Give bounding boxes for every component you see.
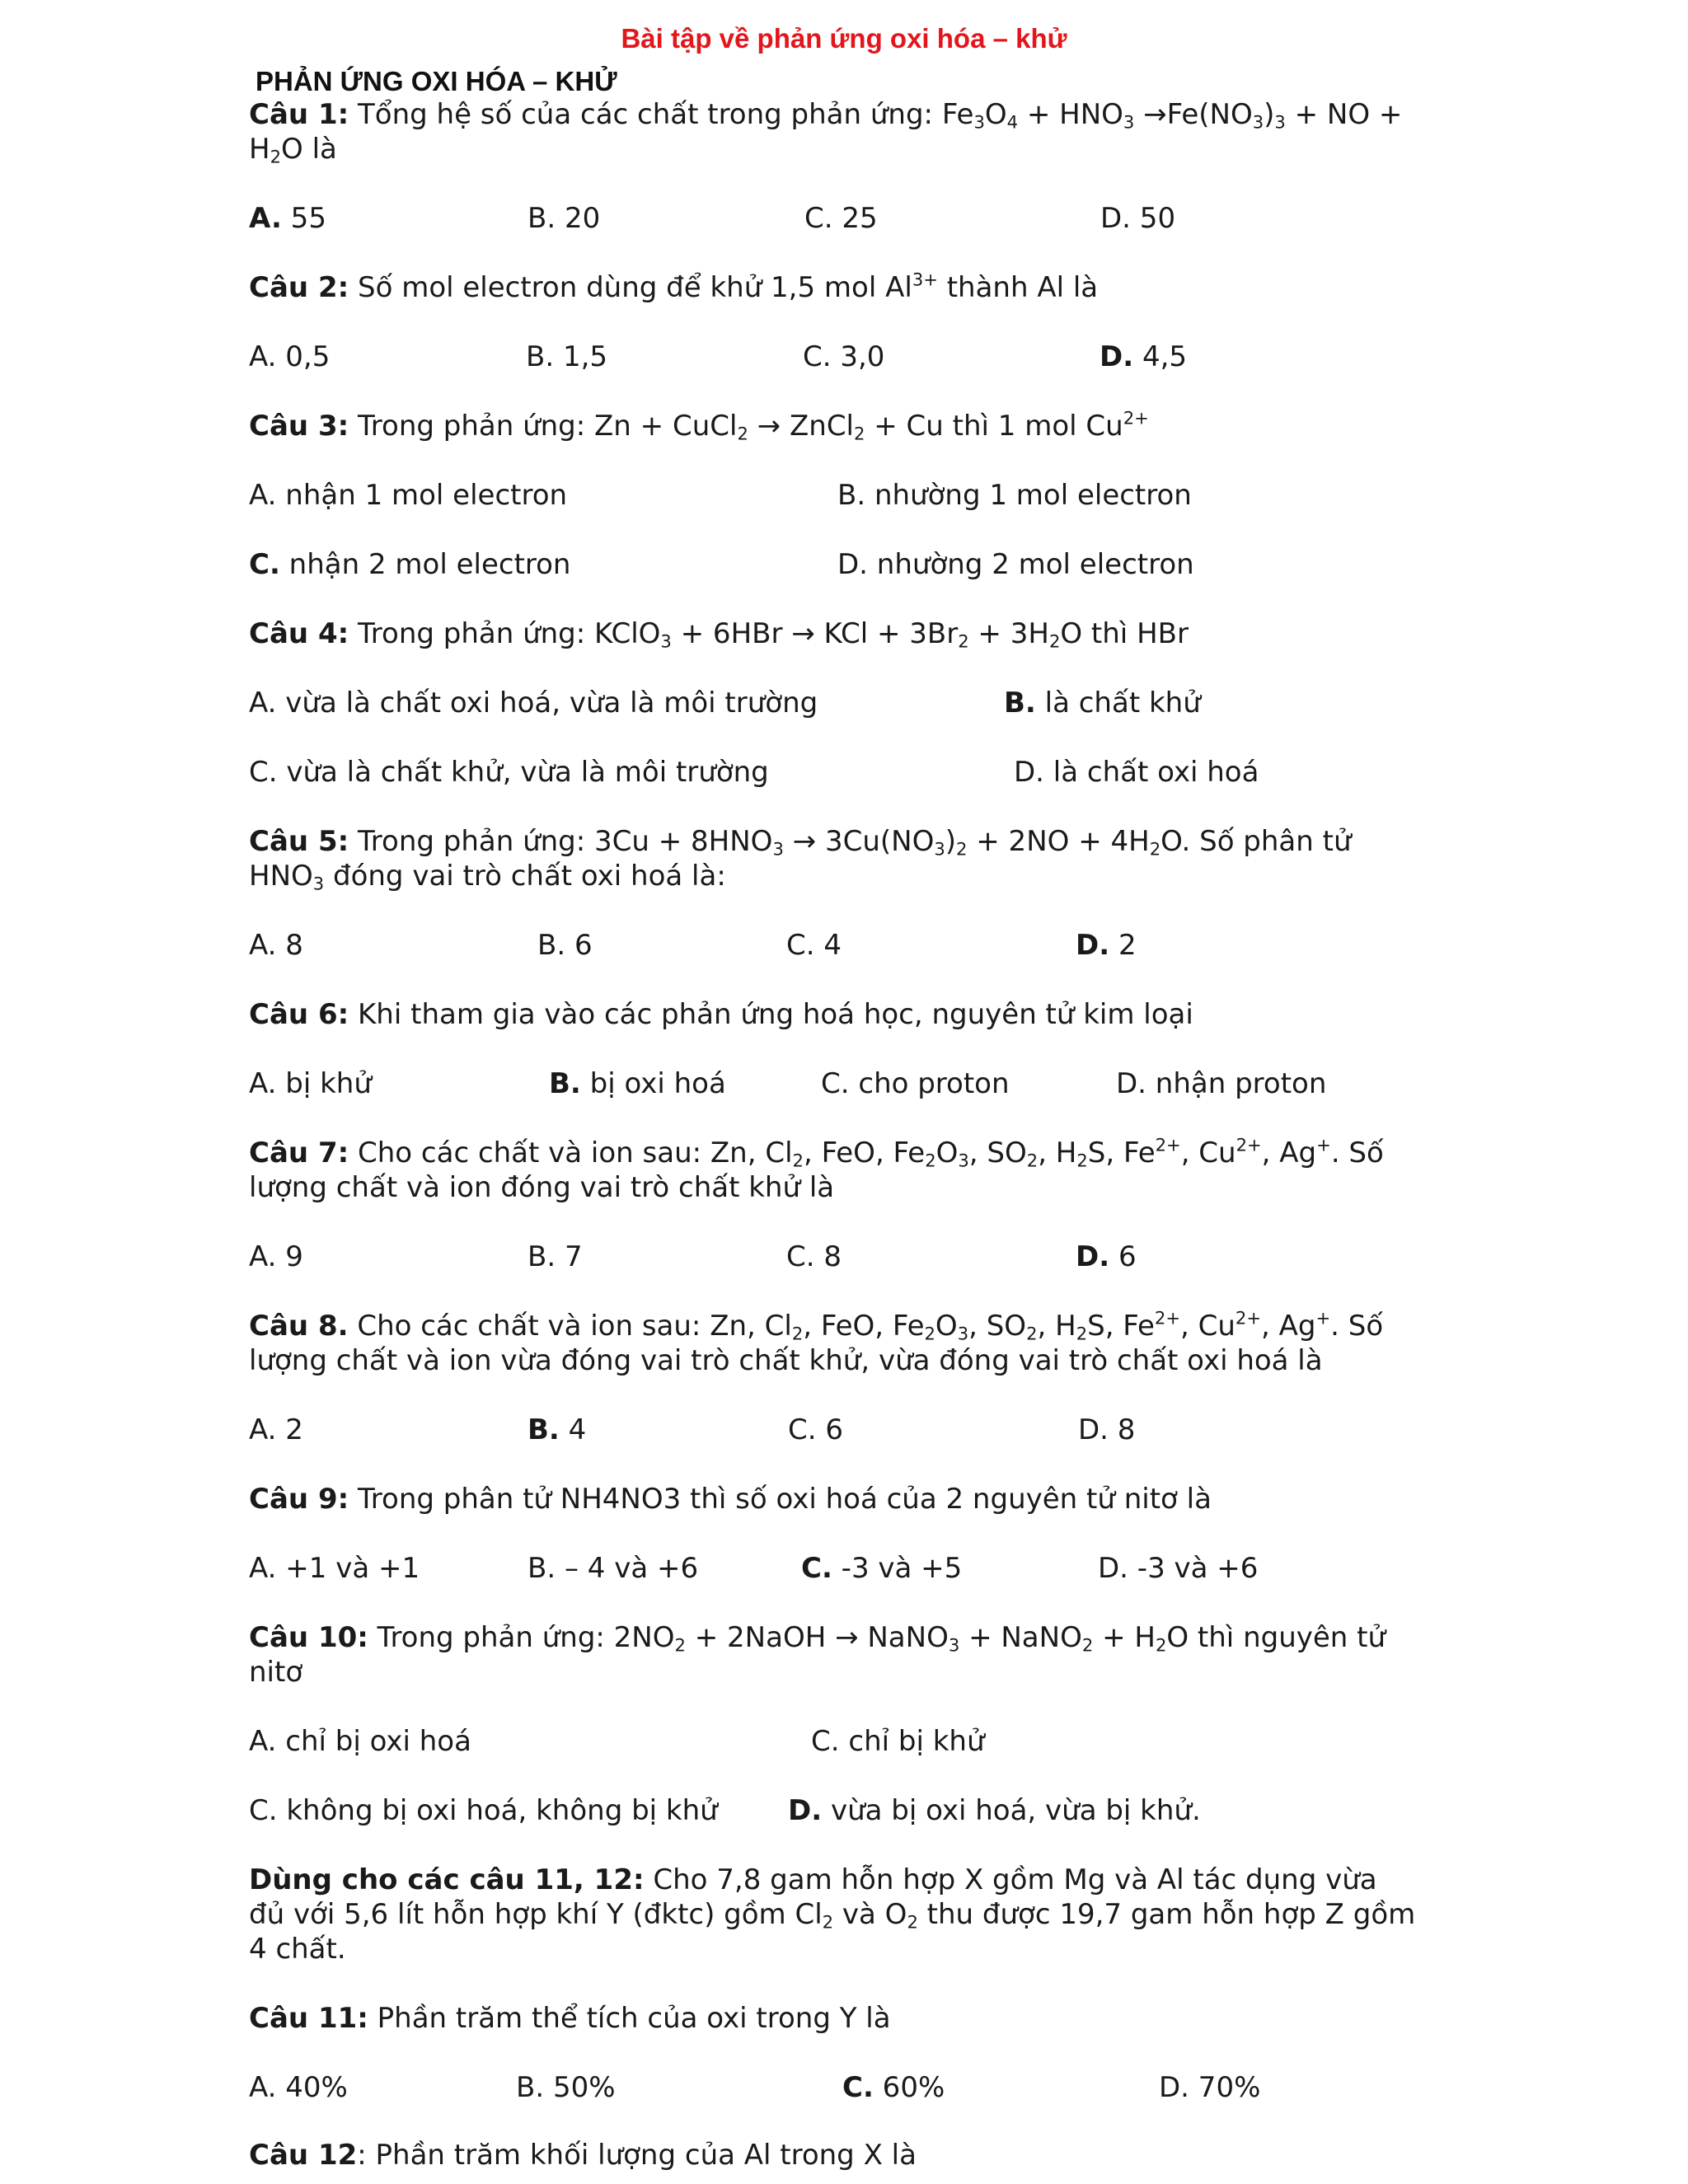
option-b: B. là chất khử <box>1004 687 1201 719</box>
option-d: D. nhận proton <box>1116 1067 1327 1100</box>
option-d: D. nhường 2 mol electron <box>837 548 1194 581</box>
option-d: D. 8 <box>1078 1413 1136 1446</box>
option-d: D. 50 <box>1100 202 1176 235</box>
shared-context <box>249 1863 1419 1966</box>
question-label: Câu 10: <box>249 1621 368 1654</box>
question-label: Câu 2: <box>249 271 349 304</box>
question-label: Câu 8. <box>249 1310 349 1343</box>
question-text: Trong phản ứng: $3Cu + 8HNO_3 \to 3Cu(NO_3)_2 + 2NO + 4H_2O$. Số phân tử $HNO_3$ đóng vai trò chất oxi hoá là: <box>249 825 1352 894</box>
option-b: B. 20 <box>528 202 601 235</box>
question-label: Câu 9: <box>249 1483 349 1516</box>
option-d: D. 70% <box>1159 2071 1261 2104</box>
option-d: D. 4,5 <box>1100 340 1188 373</box>
question-label: Câu 3: <box>249 410 349 443</box>
option-d: D. -3 và +6 <box>1098 1552 1259 1585</box>
question-3 <box>249 409 1419 443</box>
page-title: Bài tập về phản ứng oxi hóa – khử <box>621 23 1067 54</box>
option-c: C. 8 <box>786 1240 842 1273</box>
context-text: Cho 7,8 gam hỗn hợp X gồm Mg và Al tác dụng vừa đủ với 5,6 lít hỗn hợp khí Y (đktc) gồm $Cl_2$ và $O_2$ thu được 19,7 gam hỗn hợp Z gồm 4 chất. <box>249 1863 1416 1966</box>
question-12 <box>249 2138 1419 2172</box>
option-c: C. nhận 2 mol electron <box>249 548 571 581</box>
question-8 <box>249 1309 1419 1378</box>
option-c: C. 6 <box>788 1413 844 1446</box>
question-text: Tổng hệ số của các chất trong phản ứng: $Fe_3O_4 + HNO_3 \to Fe(NO_3)_3$ + NO + $H_2O$ là <box>249 98 1403 167</box>
option-a: A. chỉ bị oxi hoá <box>249 1725 471 1758</box>
option-c: C. 25 <box>804 202 878 235</box>
question-5 <box>249 824 1419 893</box>
question-7 <box>249 1136 1419 1205</box>
question-10 <box>249 1620 1419 1690</box>
option-d: D. 6 <box>1076 1240 1137 1273</box>
option-b: B. nhường 1 mol electron <box>837 479 1192 512</box>
question-label: Câu 12 <box>249 2139 358 2172</box>
option-a: A. bị khử <box>249 1067 372 1100</box>
option-b: B. – 4 và +6 <box>528 1552 699 1585</box>
option-c-2: C. không bị oxi hoá, không bị khử <box>249 1794 718 1827</box>
option-a: A. 0,5 <box>249 340 331 373</box>
question-label: Câu 6: <box>249 998 349 1031</box>
question-text: Trong phản ứng: KClO$_3$ + 6HBr → KCl + $3Br_2 + 3H_2O$ thì HBr <box>349 617 1189 652</box>
option-c: C. vừa là chất khử, vừa là môi trường <box>249 756 769 789</box>
option-d: D. là chất oxi hoá <box>1014 756 1259 789</box>
question-text: Phần trăm thể tích của oxi trong Y là <box>368 2002 891 2035</box>
option-a: A. 8 <box>249 929 303 962</box>
question-label: Câu 1: <box>249 98 349 131</box>
option-a: A. +1 và +1 <box>249 1552 420 1585</box>
question-text: Khi tham gia vào các phản ứng hoá học, nguyên tử kim loại <box>349 998 1193 1031</box>
option-a: A. 9 <box>249 1240 303 1273</box>
option-c: C. -3 và +5 <box>801 1552 963 1585</box>
question-6 <box>249 997 1419 1032</box>
option-a: A. 40% <box>249 2071 348 2104</box>
option-a: A. nhận 1 mol electron <box>249 479 568 512</box>
option-b: B. 50% <box>516 2071 616 2104</box>
question-label: Câu 7: <box>249 1137 349 1169</box>
question-9 <box>249 1482 1419 1516</box>
option-b: B. 1,5 <box>526 340 608 373</box>
option-c: C. 3,0 <box>803 340 885 373</box>
question-text: Trong phản ứng: Zn + CuCl$_2$ → ZnCl$_2$ + Cu thì 1 mol $Cu^{2+}$ <box>349 407 1149 444</box>
option-b: B. bị oxi hoá <box>549 1067 726 1100</box>
question-2 <box>249 270 1419 305</box>
option-a: A. 2 <box>249 1413 303 1446</box>
question-1 <box>249 97 1419 166</box>
question-4 <box>249 616 1419 651</box>
option-d: D. vừa bị oxi hoá, vừa bị khử. <box>788 1794 1201 1827</box>
option-b: B. 7 <box>528 1240 583 1273</box>
question-text: Số mol electron dùng để khử 1,5 mol $Al^{3+}$ thành Al là <box>349 269 1099 304</box>
question-label: Câu 5: <box>249 825 349 858</box>
question-text: : Phần trăm khối lượng của Al trong X là <box>357 2139 917 2172</box>
option-b: B. 6 <box>537 929 593 962</box>
option-c: C. chỉ bị khử <box>811 1725 985 1758</box>
option-c: C. cho proton <box>821 1067 1010 1100</box>
option-c: C. 60% <box>842 2071 945 2104</box>
question-text: Trong phản ứng: $2NO_2$ + 2NaOH → NaNO$_3$ + NaNO$_2$ + $H_2O$ thì nguyên tử nitơ <box>249 1621 1386 1689</box>
section-heading: PHẢN ỨNG OXI HÓA – KHỬ <box>256 66 617 96</box>
question-text: Trong phân tử NH4NO3 thì số oxi hoá của 2 nguyên tử nitơ là <box>349 1483 1212 1516</box>
question-label: Câu 4: <box>249 617 349 650</box>
option-a: A. 55 <box>249 202 326 235</box>
option-c: C. 4 <box>786 929 842 962</box>
question-11 <box>249 2001 1419 2036</box>
question-text: Cho các chất và ion sau: Zn, $Cl_2$, FeO, $Fe_2O_3$, $SO_2$, $H_2S$, $Fe^{2+}$, $Cu^{2+}$, Ag+. Số lượng chất và ion đóng vai trò chất khử là <box>249 1134 1384 1204</box>
option-d: D. 2 <box>1076 929 1137 962</box>
context-label: Dùng cho các câu 11, 12: <box>249 1863 645 1896</box>
option-a: A. vừa là chất oxi hoá, vừa là môi trường <box>249 687 818 719</box>
question-label: Câu 11: <box>249 2002 368 2035</box>
question-text: Cho các chất và ion sau: Zn, $Cl_2$, FeO, $Fe_2O_3$, $SO_2$, $H_2S$, $Fe^{2+}$, $Cu^{2+}$, Ag+. Số lượng chất và ion vừa đóng vai trò chất khử, vừa đóng vai trò chất oxi hoá là <box>249 1307 1384 1377</box>
option-b: B. 4 <box>528 1413 587 1446</box>
